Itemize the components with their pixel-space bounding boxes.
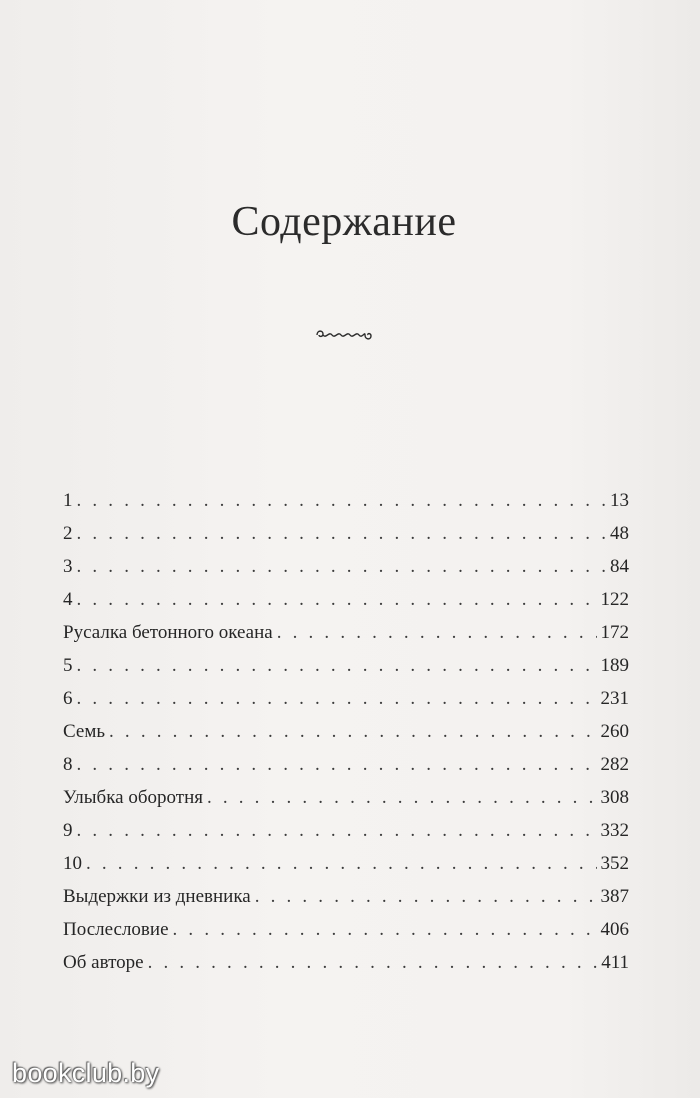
toc-entry	[63, 649, 629, 682]
toc-dot-leader	[255, 880, 597, 913]
toc-entry-title: Русалка бетонного океана	[63, 622, 273, 643]
toc-entry	[63, 913, 629, 946]
toc-entry-page-number: 48	[610, 523, 629, 544]
toc-entry-page-number: 84	[610, 556, 629, 577]
toc-entry-title: 1	[63, 490, 73, 511]
toc-entry-page-number: 231	[600, 688, 629, 709]
toc-dot-leader	[77, 748, 597, 781]
toc-dot-leader	[277, 616, 597, 649]
toc-entry-title: 5	[63, 655, 73, 676]
toc-entry-page-number: 332	[600, 820, 629, 841]
toc-dot-leader	[77, 550, 607, 583]
toc-entry	[63, 550, 629, 583]
toc-entry	[63, 880, 629, 913]
toc-dot-leader	[77, 682, 597, 715]
toc-entry-title: Выдержки из дневника	[63, 886, 251, 907]
toc-entry-title: 10	[63, 853, 82, 874]
toc-entry-page-number: 308	[600, 787, 629, 808]
page-title: Содержание	[231, 199, 457, 245]
toc-entry-page-number: 122	[600, 589, 629, 610]
toc-entry-page-number: 411	[601, 952, 629, 973]
toc-dot-leader	[173, 913, 597, 946]
toc-dot-leader	[77, 649, 597, 682]
table-of-contents	[63, 484, 629, 979]
toc-entry-page-number: 189	[600, 655, 629, 676]
toc-entry-title: Улыбка оборотня	[63, 787, 203, 808]
watermark-logo: bookclub.by	[12, 1058, 160, 1088]
toc-dot-leader	[207, 781, 597, 814]
toc-entry-title: 2	[63, 523, 73, 544]
toc-entry-page-number: 352	[600, 853, 629, 874]
toc-entry-page-number: 260	[600, 721, 629, 742]
toc-dot-leader	[109, 715, 596, 748]
toc-entry-title: 4	[63, 589, 73, 610]
toc-dot-leader	[148, 946, 598, 979]
toc-entry-title: 9	[63, 820, 73, 841]
toc-entry	[63, 946, 629, 979]
toc-dot-leader	[77, 517, 607, 550]
toc-dot-leader	[77, 583, 597, 616]
toc-entry	[63, 583, 629, 616]
toc-entry-title: Послесловие	[63, 919, 169, 940]
toc-dot-leader	[77, 484, 607, 517]
toc-entry	[63, 682, 629, 715]
toc-entry-page-number: 13	[610, 490, 629, 511]
toc-entry-title: Об авторе	[63, 952, 144, 973]
toc-entry-page-number: 406	[600, 919, 629, 940]
toc-entry	[63, 847, 629, 880]
toc-dot-leader	[77, 814, 597, 847]
toc-entry-title: 8	[63, 754, 73, 775]
toc-entry-page-number: 387	[600, 886, 629, 907]
toc-entry	[63, 484, 629, 517]
toc-entry	[63, 781, 629, 814]
toc-entry	[63, 814, 629, 847]
toc-entry	[63, 748, 629, 781]
ornament-flourish-icon	[313, 326, 375, 344]
toc-entry-title: Семь	[63, 721, 106, 742]
toc-dot-leader	[86, 847, 597, 880]
toc-entry	[63, 616, 629, 649]
toc-entry-page-number: 282	[600, 754, 629, 775]
toc-entry-page-number: 172	[600, 622, 629, 643]
toc-entry	[63, 517, 629, 550]
toc-entry	[63, 715, 629, 748]
toc-entry-title: 3	[63, 556, 73, 577]
toc-entry-title: 6	[63, 688, 73, 709]
